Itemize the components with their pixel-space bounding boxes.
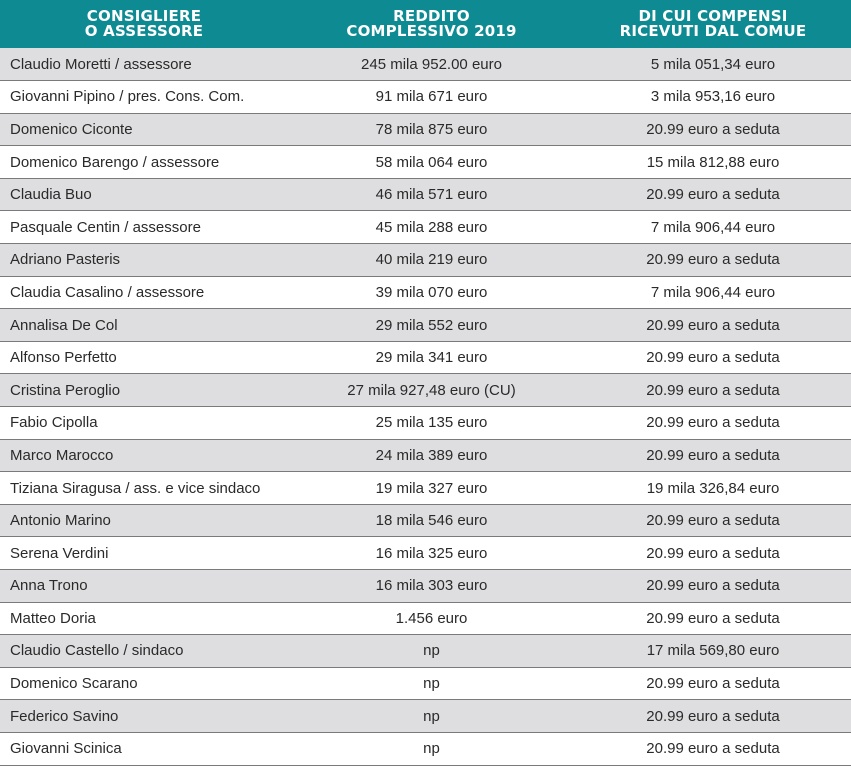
name-cell: Claudia Casalino / assessore (10, 283, 205, 301)
table-row (0, 570, 851, 603)
compensation-cell: 19 mila 326,84 euro (646, 479, 780, 497)
compensation-cell: 20.99 euro a seduta (646, 740, 780, 758)
name-cell: Domenico Ciconte (10, 120, 133, 138)
income-cell: 16 mila 325 euro (375, 544, 488, 562)
table-row (0, 504, 851, 537)
name-cell: Marco Marocco (10, 446, 114, 464)
income-cell: 25 mila 135 euro (375, 414, 488, 432)
compensation-cell: 15 mila 812,88 euro (646, 153, 780, 171)
name-cell: Domenico Scarano (10, 675, 138, 693)
table-row (0, 146, 851, 179)
income-cell: 91 mila 671 euro (375, 88, 488, 106)
table-row (0, 635, 851, 668)
name-cell: Pasquale Centin / assessore (10, 218, 201, 236)
table-row (0, 309, 851, 342)
compensation-cell: 20.99 euro a seduta (646, 609, 780, 627)
name-cell: Matteo Doria (10, 609, 96, 627)
table-row (0, 472, 851, 505)
income-cell: 27 mila 927,48 euro (CU) (347, 381, 516, 399)
compensation-cell: 20.99 euro a seduta (646, 349, 780, 367)
income-cell: 29 mila 341 euro (375, 349, 488, 367)
table-row (0, 667, 851, 700)
compensation-cell: 5 mila 051,34 euro (650, 55, 776, 73)
name-cell: Tiziana Siragusa / ass. e vice sindaco (10, 479, 261, 497)
compensation-cell: 20.99 euro a seduta (646, 414, 780, 432)
table-row (0, 276, 851, 309)
compensation-cell: 17 mila 569,80 euro (646, 642, 780, 660)
income-cell: 40 mila 219 euro (375, 251, 488, 269)
table-row (0, 211, 851, 244)
table-row (0, 81, 851, 114)
income-cell: 58 mila 064 euro (375, 153, 488, 171)
income-cell: 46 mila 571 euro (375, 186, 488, 204)
income-cell: 19 mila 327 euro (375, 479, 488, 497)
income-cell: np (423, 675, 440, 693)
income-cell: 29 mila 552 euro (375, 316, 488, 334)
compensation-cell: 20.99 euro a seduta (646, 251, 780, 269)
table-row (0, 439, 851, 472)
name-cell: Annalisa De Col (10, 316, 118, 334)
compensation-cell: 20.99 euro a seduta (646, 186, 780, 204)
header-councillor: CONSIGLIERE O ASSESSORE (84, 7, 204, 40)
compensation-cell: 7 mila 906,44 euro (650, 218, 776, 236)
income-cell: 78 mila 875 euro (375, 120, 488, 138)
income-cell: 16 mila 303 euro (375, 577, 488, 595)
table-row (0, 732, 851, 765)
name-cell: Giovanni Scinica (10, 740, 122, 758)
table-row (0, 602, 851, 635)
compensation-cell: 20.99 euro a seduta (646, 316, 780, 334)
compensation-cell: 20.99 euro a seduta (646, 120, 780, 138)
name-cell: Cristina Peroglio (10, 381, 121, 399)
name-cell: Federico Savino (10, 707, 119, 725)
table-row (0, 341, 851, 374)
compensation-cell: 7 mila 906,44 euro (650, 283, 776, 301)
compensation-cell: 20.99 euro a seduta (646, 381, 780, 399)
name-cell: Serena Verdini (10, 544, 109, 562)
name-cell: Fabio Cipolla (10, 414, 98, 432)
table-row (0, 48, 851, 81)
compensation-cell: 20.99 euro a seduta (646, 446, 780, 464)
compensation-cell: 20.99 euro a seduta (646, 707, 780, 725)
header-compensation: DI CUI COMPENSI RICEVUTI DAL COMUE (619, 7, 807, 40)
name-cell: Adriano Pasteris (10, 251, 121, 269)
income-cell: 245 mila 952.00 euro (361, 55, 502, 73)
income-cell: 24 mila 389 euro (375, 446, 488, 464)
name-cell: Antonio Marino (10, 512, 111, 530)
name-cell: Domenico Barengo / assessore (10, 153, 220, 171)
header-income: REDDITO COMPLESSIVO 2019 (346, 7, 517, 40)
table-row (0, 113, 851, 146)
table-row (0, 244, 851, 277)
income-cell: np (423, 740, 440, 758)
table-row (0, 374, 851, 407)
income-cell: 39 mila 070 euro (375, 283, 488, 301)
income-cell: np (423, 707, 440, 725)
table-row (0, 178, 851, 211)
name-cell: Giovanni Pipino / pres. Cons. Com. (10, 88, 245, 106)
name-cell: Claudio Castello / sindaco (10, 642, 184, 660)
name-cell: Claudia Buo (10, 186, 92, 204)
table-header-row (0, 0, 851, 48)
income-cell: np (423, 642, 440, 660)
table-row (0, 700, 851, 733)
compensation-cell: 20.99 euro a seduta (646, 577, 780, 595)
compensation-cell: 20.99 euro a seduta (646, 544, 780, 562)
compensation-cell: 20.99 euro a seduta (646, 512, 780, 530)
income-cell: 18 mila 546 euro (375, 512, 488, 530)
name-cell: Alfonso Perfetto (10, 349, 117, 367)
name-cell: Anna Trono (10, 577, 88, 595)
table-row (0, 537, 851, 570)
compensation-cell: 20.99 euro a seduta (646, 675, 780, 693)
table-row (0, 407, 851, 440)
compensation-cell: 3 mila 953,16 euro (650, 88, 776, 106)
name-cell: Claudio Moretti / assessore (10, 55, 192, 73)
income-cell: 45 mila 288 euro (375, 218, 488, 236)
income-cell: 1.456 euro (395, 609, 468, 627)
